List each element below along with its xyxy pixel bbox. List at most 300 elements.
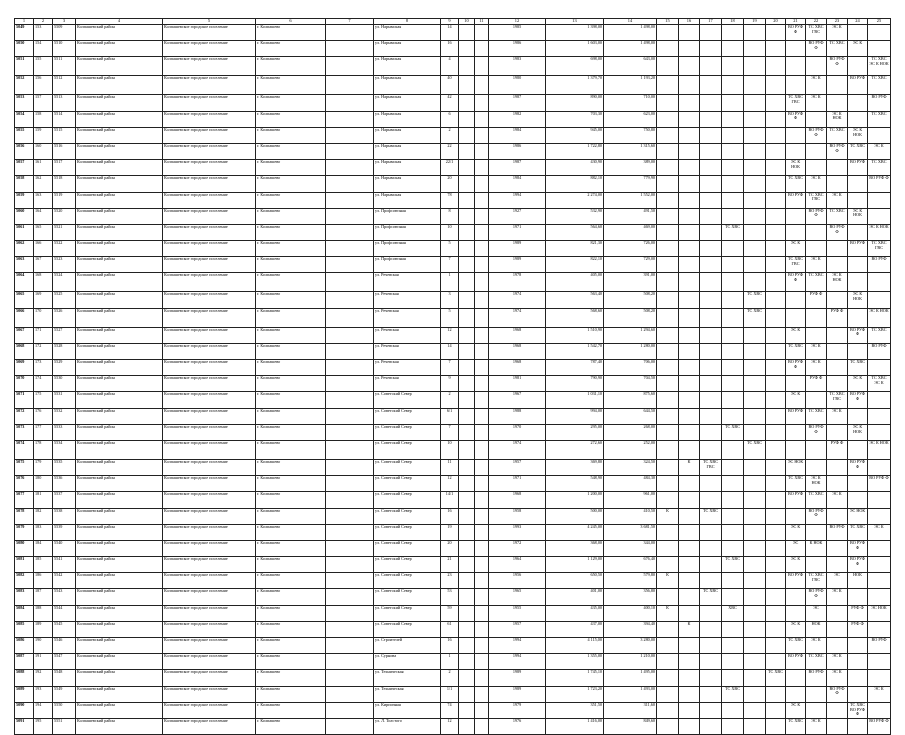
table-cell — [766, 327, 786, 343]
table-cell — [766, 208, 786, 224]
table-cell: ул. Советский Север — [374, 459, 441, 475]
table-cell — [848, 670, 868, 686]
table-cell: 729,00 — [604, 257, 657, 273]
table-cell: 1994 — [489, 638, 546, 654]
table-cell — [679, 360, 700, 376]
table-cell — [766, 459, 786, 475]
table-cell — [459, 41, 475, 57]
table-cell — [679, 408, 700, 424]
table-cell — [657, 127, 679, 143]
table-cell: 156 — [34, 76, 53, 95]
table-cell — [766, 192, 786, 208]
table-cell — [766, 343, 786, 359]
table-row — [15, 224, 891, 240]
table-cell: ЭС К НОК — [806, 476, 827, 492]
table-cell — [744, 476, 766, 492]
table-cell — [806, 327, 827, 343]
table-cell — [326, 241, 374, 257]
table-cell: Колпашевский район — [76, 57, 163, 76]
table-cell: Колпашевский район — [76, 343, 163, 359]
table-cell: г. Колпашево — [256, 654, 326, 670]
table-cell: 12 — [441, 476, 459, 492]
table-cell: 14 — [441, 25, 459, 41]
table-cell — [722, 508, 744, 524]
table-cell: ТС ХВС ГВС — [806, 573, 827, 589]
table-cell: 311,60 — [604, 702, 657, 718]
table-cell — [766, 111, 786, 127]
table-cell — [722, 257, 744, 273]
table-cell — [475, 57, 489, 76]
table-cell: 435,00 — [546, 605, 604, 621]
table-cell: Колпашевское городское поселение — [163, 111, 256, 127]
table-cell — [827, 476, 848, 492]
table-cell: Колпашевский район — [76, 376, 163, 392]
table-cell — [786, 57, 806, 76]
table-cell: 1968 — [489, 343, 546, 359]
table-cell: 295,00 — [546, 424, 604, 440]
table-cell: Колпашевский район — [76, 557, 163, 573]
table-cell: 5530 — [53, 376, 76, 392]
table-cell: 356,80 — [604, 589, 657, 605]
table-cell: 779,90 — [604, 176, 657, 192]
table-cell — [722, 127, 744, 143]
table-row — [15, 273, 891, 292]
table-cell: 5064 — [15, 273, 34, 292]
table-cell: 182 — [34, 508, 53, 524]
table-cell — [722, 392, 744, 408]
table-cell: 5532 — [53, 408, 76, 424]
table-cell — [848, 408, 868, 424]
table-cell — [722, 143, 744, 159]
table-cell: ТС ХВС — [786, 476, 806, 492]
table-cell — [868, 273, 891, 292]
table-cell: 790,90 — [546, 376, 604, 392]
table-cell — [827, 605, 848, 621]
table-cell — [766, 41, 786, 57]
table-cell: 1 294,60 — [604, 327, 657, 343]
table-cell: ВО РУФ Ф — [786, 360, 806, 376]
table-cell: 563,40 — [546, 292, 604, 308]
table-cell — [700, 343, 722, 359]
table-cell — [806, 524, 827, 540]
table-cell — [766, 654, 786, 670]
table-cell: 5512 — [53, 76, 76, 95]
table-cell: ул. Советский Север — [374, 540, 441, 556]
table-cell: 22/1 — [441, 160, 459, 176]
table-cell: ТС ХВС — [700, 589, 722, 605]
table-cell: Колпашевское городское поселение — [163, 257, 256, 273]
table-cell: Колпашевское городское поселение — [163, 273, 256, 292]
table-cell: 1968 — [489, 360, 546, 376]
table-cell — [475, 308, 489, 327]
table-cell — [700, 327, 722, 343]
table-cell: 1 416,00 — [546, 718, 604, 734]
table-cell: 268,00 — [604, 424, 657, 440]
table-cell: 5076 — [15, 476, 34, 492]
table-body — [15, 25, 891, 735]
table-cell — [806, 557, 827, 573]
table-cell — [700, 524, 722, 540]
table-cell: 5549 — [53, 686, 76, 702]
table-cell: ВО РУФ Ф — [827, 57, 848, 76]
table-cell — [475, 589, 489, 605]
column-header: 1 — [15, 19, 34, 25]
column-header: 16 — [679, 19, 700, 25]
table-cell — [868, 573, 891, 589]
table-cell — [700, 440, 722, 459]
table-cell — [744, 540, 766, 556]
table-cell: Колпашевское городское поселение — [163, 476, 256, 492]
table-cell — [744, 192, 766, 208]
table-cell: 1 200,00 — [546, 492, 604, 508]
table-cell: К — [657, 573, 679, 589]
table-cell: ТС ХВС — [744, 440, 766, 459]
table-cell: 42 — [441, 95, 459, 111]
table-cell — [848, 589, 868, 605]
table-cell — [766, 621, 786, 637]
table-row — [15, 557, 891, 573]
table-cell — [786, 440, 806, 459]
table-cell — [700, 292, 722, 308]
table-cell — [722, 702, 744, 718]
table-cell — [679, 573, 700, 589]
table-cell — [326, 392, 374, 408]
table-cell: 726,00 — [604, 241, 657, 257]
table-cell: 5065 — [15, 292, 34, 308]
table-cell — [459, 25, 475, 41]
table-cell — [459, 343, 475, 359]
table-cell: 5068 — [15, 343, 34, 359]
table-cell: ЭС К НОК — [868, 440, 891, 459]
column-header: 15 — [657, 19, 679, 25]
table-cell: г. Колпашево — [256, 273, 326, 292]
table-cell: г. Колпашево — [256, 508, 326, 524]
table-cell: Колпашевский район — [76, 308, 163, 327]
table-cell — [459, 241, 475, 257]
table-cell — [827, 343, 848, 359]
table-cell: ВО РУФ Ф — [827, 686, 848, 702]
table-cell: 164 — [34, 208, 53, 224]
table-cell: г. Колпашево — [256, 459, 326, 475]
table-cell: 1984 — [489, 127, 546, 143]
table-cell: 822,10 — [546, 257, 604, 273]
table-cell: ЭС К — [806, 176, 827, 192]
table-cell: ТС ХВС — [786, 176, 806, 192]
table-cell — [744, 208, 766, 224]
table-cell: 568,60 — [546, 308, 604, 327]
table-cell: 5543 — [53, 589, 76, 605]
table-cell: 5534 — [53, 440, 76, 459]
table-cell — [722, 440, 744, 459]
table-cell: г. Колпашево — [256, 376, 326, 392]
table-cell: г. Колпашево — [256, 392, 326, 408]
table-cell: 161 — [34, 160, 53, 176]
table-cell: Колпашевский район — [76, 257, 163, 273]
table-cell: 5051 — [15, 57, 34, 76]
table-cell — [679, 476, 700, 492]
table-cell — [722, 360, 744, 376]
table-cell: г. Колпашево — [256, 540, 326, 556]
table-cell: ВО РУФ Ф — [848, 557, 868, 573]
table-cell: 5537 — [53, 492, 76, 508]
table-cell: ул. Советский Север — [374, 424, 441, 440]
table-cell: 750,80 — [604, 127, 657, 143]
table-cell: 16 — [441, 41, 459, 57]
table-cell: ЭС — [827, 573, 848, 589]
table-cell — [475, 111, 489, 127]
table-cell: ВО РУФ Ф — [806, 589, 827, 605]
table-cell — [326, 224, 374, 240]
table-cell: ВО РУФ Ф — [848, 327, 868, 343]
table-cell — [657, 589, 679, 605]
table-cell: 5081 — [15, 557, 34, 573]
table-cell: ЭС К — [827, 589, 848, 605]
table-cell: 272,60 — [546, 440, 604, 459]
table-cell: 508,20 — [604, 292, 657, 308]
table-cell — [766, 440, 786, 459]
table-cell: г. Колпашево — [256, 76, 326, 95]
table-cell — [700, 308, 722, 327]
table-cell — [657, 25, 679, 41]
table-cell: ВО РУФ Ф — [786, 273, 806, 292]
table-cell: 5072 — [15, 408, 34, 424]
table-cell — [806, 57, 827, 76]
table-cell: 644,50 — [604, 408, 657, 424]
table-cell: 5 — [441, 308, 459, 327]
table-cell — [700, 408, 722, 424]
table-cell: г. Колпашево — [256, 670, 326, 686]
table-cell — [700, 25, 722, 41]
table-row — [15, 718, 891, 734]
table-cell — [475, 257, 489, 273]
table-cell: ЭС НОК — [848, 508, 868, 524]
table-cell: Колпашевское городское поселение — [163, 343, 256, 359]
table-cell: 5070 — [15, 376, 34, 392]
table-cell — [326, 257, 374, 273]
table-cell — [766, 273, 786, 292]
table-cell: Колпашевское городское поселение — [163, 292, 256, 308]
table-cell: 176 — [34, 408, 53, 424]
table-cell — [766, 292, 786, 308]
table-cell — [868, 621, 891, 637]
table-cell: Колпашевский район — [76, 702, 163, 718]
table-cell: 5536 — [53, 476, 76, 492]
table-cell — [722, 654, 744, 670]
table-cell — [744, 111, 766, 127]
table-cell: Колпашевский район — [76, 589, 163, 605]
table-cell: Колпашевское городское поселение — [163, 573, 256, 589]
table-cell: 181 — [34, 492, 53, 508]
table-cell: 1970 — [489, 424, 546, 440]
table-cell: 158 — [34, 111, 53, 127]
table-cell: г. Колпашево — [256, 176, 326, 192]
table-cell — [744, 392, 766, 408]
table-cell: 154 — [34, 41, 53, 57]
table-cell: 532,90 — [546, 208, 604, 224]
register-sheet — [14, 18, 891, 735]
table-cell: 172 — [34, 343, 53, 359]
table-cell: 193 — [34, 686, 53, 702]
table-cell — [657, 424, 679, 440]
table-cell: 5533 — [53, 424, 76, 440]
table-cell — [722, 492, 744, 508]
table-cell — [744, 605, 766, 621]
table-cell: ВО РУФ Ф — [806, 424, 827, 440]
table-cell — [459, 160, 475, 176]
table-cell — [722, 57, 744, 76]
table-cell — [766, 718, 786, 734]
table-cell: ТС ХВС — [848, 524, 868, 540]
table-cell — [766, 25, 786, 41]
table-cell: 5551 — [53, 718, 76, 734]
table-cell: 703,30 — [546, 111, 604, 127]
table-cell: ВО РУФ Ф — [786, 111, 806, 127]
table-cell: Колпашевское городское поселение — [163, 127, 256, 143]
table-row — [15, 686, 891, 702]
table-row — [15, 424, 891, 440]
table-cell — [326, 476, 374, 492]
table-cell: ЭС К — [806, 638, 827, 654]
table-cell — [459, 459, 475, 475]
table-cell: г. Колпашево — [256, 621, 326, 637]
table-row — [15, 459, 891, 475]
table-cell: г. Колпашево — [256, 224, 326, 240]
table-cell: 16 — [441, 638, 459, 654]
table-cell — [475, 292, 489, 308]
table-cell: 1989 — [489, 241, 546, 257]
table-cell — [744, 76, 766, 95]
table-cell — [459, 605, 475, 621]
table-cell: ул. Советский Север — [374, 605, 441, 621]
table-cell: ВО РУФ Ф — [827, 224, 848, 240]
table-cell: ТС ХВС — [868, 76, 891, 95]
table-cell: 153 — [34, 25, 53, 41]
table-cell — [657, 208, 679, 224]
table-cell: 178 — [34, 440, 53, 459]
table-row — [15, 540, 891, 556]
table-cell — [827, 557, 848, 573]
table-cell: 1 603,00 — [546, 41, 604, 57]
table-cell — [657, 57, 679, 76]
table-cell: 5085 — [15, 621, 34, 637]
table-cell — [326, 95, 374, 111]
table-cell: Колпашевское городское поселение — [163, 57, 256, 76]
table-cell — [475, 176, 489, 192]
table-cell — [868, 424, 891, 440]
table-cell: г. Колпашево — [256, 127, 326, 143]
table-cell — [326, 670, 374, 686]
table-cell: 5511 — [53, 57, 76, 76]
table-row — [15, 57, 891, 76]
table-row — [15, 573, 891, 589]
table-cell — [868, 540, 891, 556]
table-cell — [326, 557, 374, 573]
column-header: 5 — [163, 19, 256, 25]
table-cell: 5071 — [15, 392, 34, 408]
table-cell: 1985 — [489, 25, 546, 41]
table-cell: 1958 — [489, 508, 546, 524]
table-cell: ул. Советский Север — [374, 440, 441, 459]
table-cell — [475, 76, 489, 95]
table-cell: ЭС К — [806, 95, 827, 111]
table-cell: 5523 — [53, 257, 76, 273]
table-cell — [744, 327, 766, 343]
table-cell: ЭС К — [786, 621, 806, 637]
table-cell — [722, 524, 744, 540]
table-cell: 1994 — [489, 654, 546, 670]
table-cell: ул. Советский Север — [374, 392, 441, 408]
table-cell — [679, 292, 700, 308]
table-cell: ул. Нарымская — [374, 127, 441, 143]
table-cell — [700, 273, 722, 292]
table-cell: 849,60 — [604, 718, 657, 734]
table-cell: Колпашевский район — [76, 176, 163, 192]
table-cell: 1 498,00 — [604, 25, 657, 41]
table-cell: ул. Речевская — [374, 273, 441, 292]
table-cell — [459, 424, 475, 440]
table-cell — [657, 241, 679, 257]
table-cell — [722, 160, 744, 176]
table-cell: Колпашевское городское поселение — [163, 654, 256, 670]
table-cell — [722, 408, 744, 424]
table-cell — [475, 670, 489, 686]
table-row — [15, 621, 891, 637]
table-cell: 1986 — [489, 41, 546, 57]
table-cell — [848, 224, 868, 240]
table-cell — [766, 376, 786, 392]
table-cell: 170 — [34, 308, 53, 327]
table-cell — [806, 111, 827, 127]
table-cell: ТС ХВС — [848, 143, 868, 159]
table-cell — [744, 508, 766, 524]
table-cell: ВО РУФ — [827, 524, 848, 540]
table-cell — [326, 408, 374, 424]
table-cell: 6 — [441, 111, 459, 127]
table-cell — [786, 41, 806, 57]
table-cell: 5542 — [53, 573, 76, 589]
table-cell: 192 — [34, 670, 53, 686]
table-cell — [657, 540, 679, 556]
table-cell — [700, 492, 722, 508]
table-cell — [679, 76, 700, 95]
table-cell: ул. Нарымская — [374, 143, 441, 159]
table-cell: г. Колпашево — [256, 440, 326, 459]
table-cell: Колпашевский район — [76, 327, 163, 343]
table-cell: 5540 — [53, 540, 76, 556]
table-cell — [766, 424, 786, 440]
table-cell: 5546 — [53, 638, 76, 654]
table-cell: ВО РУФ — [786, 192, 806, 208]
table-cell: 40 — [441, 76, 459, 95]
table-cell: 1955 — [489, 605, 546, 621]
table-cell — [868, 589, 891, 605]
table-cell — [766, 540, 786, 556]
table-cell: ТС ХВС ГВС — [786, 95, 806, 111]
table-cell: 1974 — [489, 308, 546, 327]
table-cell — [475, 41, 489, 57]
table-cell — [700, 424, 722, 440]
table-cell — [806, 440, 827, 459]
table-cell — [326, 57, 374, 76]
table-cell — [806, 224, 827, 240]
table-cell — [744, 408, 766, 424]
table-cell: НОК — [806, 621, 827, 637]
table-cell: ул. Профсоюзная — [374, 224, 441, 240]
table-cell: ЭС К — [868, 143, 891, 159]
table-cell: 6/1 — [441, 408, 459, 424]
table-cell: 180 — [34, 476, 53, 492]
table-cell: Колпашевское городское поселение — [163, 718, 256, 734]
